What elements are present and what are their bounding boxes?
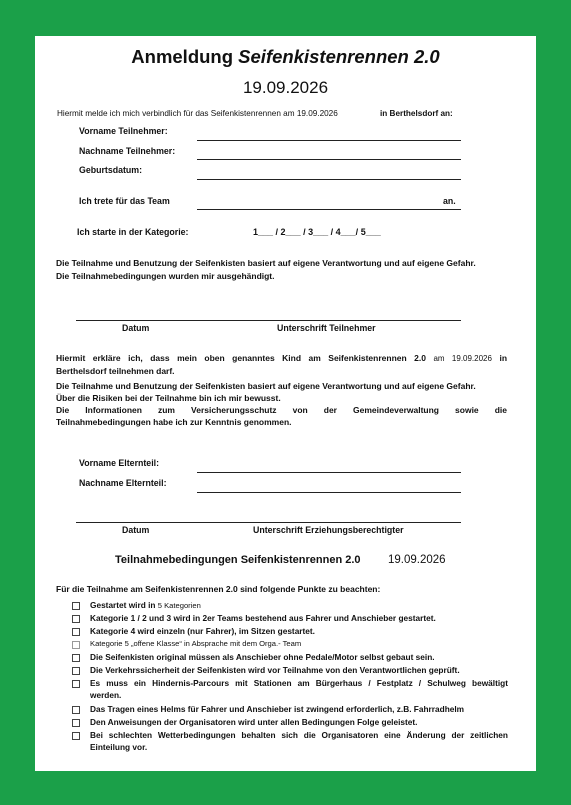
parent-risk-line-2: Über die Risiken bei der Teilnahme bin ich mir bewusst. <box>56 392 281 403</box>
team-label: Ich trete für das Team <box>79 196 170 206</box>
category-choices[interactable] <box>253 227 381 237</box>
page-title <box>35 46 536 68</box>
team-field[interactable] <box>197 209 461 210</box>
parent-insurance-line-2: Teilnahmebedingungen habe ich zur Kenntnis genommen. <box>56 417 292 428</box>
registration-form-page <box>35 36 536 771</box>
parent-consent-line-1 <box>56 352 507 365</box>
condition-7-line-2: werden. <box>90 690 122 701</box>
event-date: 19.09.2026 <box>242 78 329 97</box>
parent-consent-text: Hiermit erkläre ich, dass mein oben genanntes Kind am Seifenkistenrennen 2.0 <box>56 353 426 363</box>
participant-date-label: Datum <box>122 323 150 333</box>
condition-item-10 <box>90 729 508 754</box>
birthdate-label: Geburtsdatum: <box>79 165 143 175</box>
parent-risk-line-1: Die Teilnahme und Benutzung der Seifenkisten basiert auf eigene Verantwortung und auf eigene Gefahr. <box>56 380 476 391</box>
condition-item-6: Die Verkehrssicherheit der Seifenkisten wird vor Teilnahme von den Verantwortlichen geprüft. <box>90 665 460 675</box>
condition-item-9: Den Anweisungen der Organisatoren wird unter allen Bedingungen Folge geleistet. <box>90 717 418 727</box>
category-1[interactable]: 1___ <box>253 227 274 237</box>
title-event: Seifenkistenrennen 2.0 <box>238 46 440 67</box>
checkbox-1[interactable] <box>72 602 80 610</box>
checkbox-8[interactable] <box>72 706 80 714</box>
parent-consent-paragraph <box>56 352 507 429</box>
checkbox-6[interactable] <box>72 667 80 675</box>
team-suffix: an. <box>443 196 456 206</box>
condition-10-line-1: Bei schlechten Wetterbedingungen behalten sich die Organisatoren eine Änderung der zeitlichen <box>90 730 508 740</box>
checkbox-3[interactable] <box>72 628 80 636</box>
condition-item-7 <box>90 677 508 702</box>
checkbox-10[interactable] <box>72 732 80 740</box>
parent-last-name-label: Nachname Elternteil: <box>79 478 167 488</box>
checkbox-5[interactable] <box>72 654 80 662</box>
condition-item-1 <box>90 599 201 612</box>
condition-item-2: Kategorie 1 / 2 und 3 wird in 2er Teams bestehend aus Fahrer und Anschieber gestartet. <box>90 613 436 623</box>
condition-1-count: 5 Kategorien <box>157 601 201 610</box>
parent-signature-line[interactable] <box>76 522 461 523</box>
registration-intro: Hiermit melde ich mich verbindlich für das Seifenkistenrennen am 19.09.2026 <box>57 109 338 118</box>
parent-date-label: Datum <box>122 525 150 535</box>
condition-7-line-1: Es muss ein Hindernis-Parcours mit Stationen am Bürgerhaus / Festplatz / Schulweg bewältigt <box>90 678 508 688</box>
first-name-field[interactable] <box>197 140 461 141</box>
participant-signature-line[interactable] <box>76 320 461 321</box>
parent-consent-line-2: Berthelsdorf teilnehmen darf. <box>56 366 175 377</box>
title-prefix: Anmeldung <box>131 46 234 67</box>
checkbox-2[interactable] <box>72 615 80 623</box>
category-3[interactable]: / 3___ <box>303 227 329 237</box>
condition-10-line-2: Einteilung vor. <box>90 742 148 753</box>
first-name-label: Vorname Teilnehmer: <box>79 126 168 136</box>
checkbox-7[interactable] <box>72 680 80 688</box>
conditions-heading: Teilnahmebedingungen Seifenkistenrennen 2.0 <box>115 554 361 566</box>
conditions-intro: Für die Teilnahme am Seifenkistenrennen 2.0 sind folgende Punkte zu beachten: <box>56 584 381 594</box>
liability-statement: Die Teilnahme und Benutzung der Seifenkisten basiert auf eigene Verantwortung und auf eigene Gefahr. <box>56 258 476 268</box>
condition-item-4: Kategorie 5 „offene Klasse“ in Absprache mit dem Orga.- Team <box>90 639 302 648</box>
category-2[interactable]: / 2___ <box>275 227 301 237</box>
last-name-field[interactable] <box>197 159 461 160</box>
parent-insurance-line-1: Die Informationen zum Versicherungsschutz von der Gemeindeverwaltung sowie die <box>56 405 507 416</box>
condition-1-text: Gestartet wird in <box>90 600 156 610</box>
parent-consent-in: in <box>499 353 508 363</box>
conditions-date: 19.09.2026 <box>388 554 446 566</box>
condition-item-3: Kategorie 4 wird einzeln (nur Fahrer), im Sitzen gestartet. <box>90 626 315 636</box>
category-4[interactable]: / 4___/ <box>330 227 359 237</box>
parent-last-name-field[interactable] <box>197 492 461 493</box>
registration-location: in Berthelsdorf an: <box>380 109 453 118</box>
category-label: Ich starte in der Kategorie: <box>77 227 189 237</box>
condition-item-5: Die Seifenkisten original müssen als Anschieber ohne Pedale/Motor selbst gebaut sein. <box>90 652 435 662</box>
conditions-received: Die Teilnahmebedingungen wurden mir ausgehändigt. <box>56 271 275 281</box>
category-5[interactable]: 5___ <box>360 227 381 237</box>
checkbox-9[interactable] <box>72 719 80 727</box>
parent-signature-label: Unterschrift Erziehungsberechtigter <box>253 525 404 535</box>
parent-first-name-label: Vorname Elternteil: <box>79 458 160 468</box>
parent-consent-date: am 19.09.2026 <box>433 354 492 363</box>
condition-item-8: Das Tragen eines Helms für Fahrer und Anschieber ist zwingend erforderlich, z.B. Fahrradhelm <box>90 704 465 714</box>
parent-first-name-field[interactable] <box>197 472 461 473</box>
last-name-label: Nachname Teilnehmer: <box>79 146 176 156</box>
checkbox-4[interactable] <box>72 641 80 649</box>
participant-signature-label: Unterschrift Teilnehmer <box>277 323 376 333</box>
birthdate-field[interactable] <box>197 179 461 180</box>
